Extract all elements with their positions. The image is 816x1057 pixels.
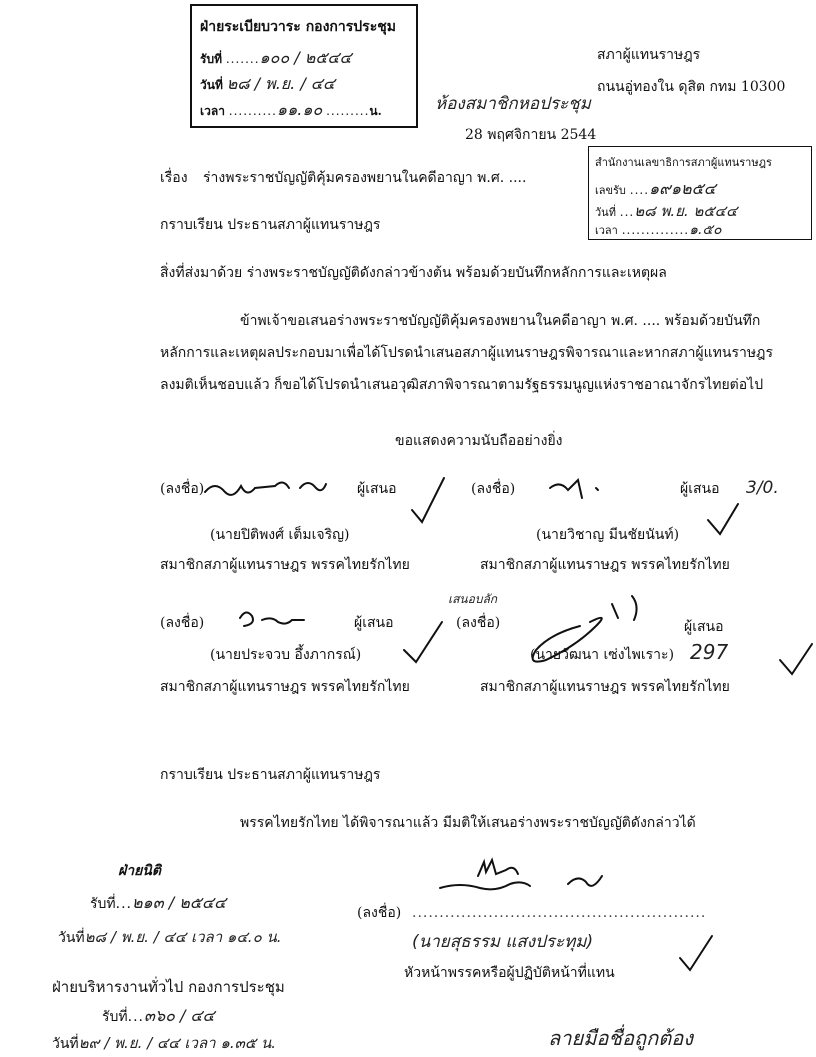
bottom-handnote: ลายมือชื่อถูกต้อง bbox=[548, 1026, 693, 1050]
signer-4-sign-label: (ลงชื่อ) bbox=[456, 615, 501, 631]
signer-3-sign-label: (ลงชื่อ) bbox=[160, 615, 205, 631]
tick-mark-5 bbox=[680, 936, 712, 970]
signer-4-role: ผู้เสนอ bbox=[684, 619, 724, 635]
salutation-2: กราบเรียน ประธานสภาผู้แทนราษฎร bbox=[160, 767, 381, 783]
letter-date: 28 พฤศจิกายน 2544 bbox=[465, 127, 597, 143]
signer-3-member: สมาชิกสภาผู้แทนราษฎร พรรคไทยรักไทย bbox=[160, 679, 410, 695]
signer-2-sign-label: (ลงชื่อ) bbox=[471, 481, 516, 497]
closing: ขอแสดงความนับถืออย่างยิ่ง bbox=[395, 433, 563, 449]
signer-2-role: ผู้เสนอ bbox=[680, 481, 720, 497]
signer-2-member: สมาชิกสภาผู้แทนราษฎร พรรคไทยรักไทย bbox=[480, 557, 730, 573]
tick-mark-3 bbox=[404, 622, 442, 662]
signer-4-handnote: เสนอบลัก bbox=[448, 592, 498, 606]
signature-3 bbox=[240, 612, 304, 626]
tick-mark-1 bbox=[412, 478, 444, 522]
leader-title: หัวหน้าพรรคหรือผู้ปฏิบัติหน้าที่แทน bbox=[404, 965, 615, 981]
signature-2 bbox=[550, 480, 598, 498]
stamp-right-title: สำนักงานเลขาธิการสภาผู้แทนราษฎร bbox=[595, 156, 772, 169]
handwritten-place: ห้องสมาชิกหอประชุม bbox=[435, 94, 591, 114]
party-resolution: พรรคไทยรักไทย ได้พิจารณาแล้ว มีมติให้เสนอร่างพระราชบัญญัติดังกล่าวได้ bbox=[240, 815, 696, 831]
signer-3-name: (นายประจวบ อึ้งภากรณ์) bbox=[210, 647, 362, 663]
signer-1-sign-label: (ลงชื่อ) bbox=[160, 481, 205, 497]
legal-stamp-row-1: รับที่...๒๑๓ / ๒๕๔๔ bbox=[90, 893, 227, 912]
signature-1 bbox=[205, 482, 326, 494]
salutation: กราบเรียน ประธานสภาผู้แทนราษฎร bbox=[160, 217, 381, 233]
signer-2-note: 3/0. bbox=[746, 478, 779, 498]
signer-1-name: (นายปิติพงศ์ เต็มเจริญ) bbox=[210, 527, 350, 543]
signer-4-member: สมาชิกสภาผู้แทนราษฎร พรรคไทยรักไทย bbox=[480, 679, 730, 695]
stamp-top-row-2: วันที่ ๒๘ / พ.ย. / ๔๔ bbox=[200, 74, 336, 93]
admin-stamp-row-2: วันที่๒๙ / พ.ย. / ๔๔ เวลา ๑.๓๕ น. bbox=[52, 1034, 277, 1052]
body-line-3: ลงมติเห็นชอบแล้ว ก็ขอได้โปรดนำเสนอวุฒิสภาพิจารณาตามรัฐธรรมนูญแห่งราชอาณาจักรไทยต่อไป bbox=[160, 377, 764, 393]
signer-3-role: ผู้เสนอ bbox=[354, 615, 394, 631]
signer-1-member: สมาชิกสภาผู้แทนราษฎร พรรคไทยรักไทย bbox=[160, 557, 410, 573]
legal-stamp-row-2: วันที่๒๘ / พ.ย. / ๔๔ เวลา ๑๔.๐ น. bbox=[58, 928, 282, 946]
tick-mark-4 bbox=[780, 644, 812, 674]
sender-line-1: สภาผู้แทนราษฎร bbox=[597, 47, 701, 63]
stamp-right-row-2: วันที่ ...๒๘ พ.ย. ๒๕๔๔ bbox=[595, 202, 738, 220]
signer-4-name: (นายวัฒนา เซ่งไพเราะ) bbox=[530, 647, 675, 663]
signature-leader bbox=[440, 860, 602, 889]
signature-4 bbox=[533, 596, 637, 662]
admin-stamp-row-1: รับที่...๓๖๐ / ๔๔ bbox=[102, 1006, 215, 1025]
sender-line-2: ถนนอู่ทองใน ดุสิต กทม 10300 bbox=[597, 79, 786, 95]
body-line-2: หลักการและเหตุผลประกอบมาเพื่อได้โปรดนำเสนอสภาผู้แทนราษฎรพิจารณาและหากสภาผู้แทนราษฎร bbox=[160, 345, 773, 361]
leader-sign-dots: ...................................................... bbox=[412, 905, 707, 921]
stamp-right-row-1: เลขรับ ....๑๙๑๒๕๔ bbox=[595, 179, 716, 198]
stamp-top-row-1: รับที่ .......๑๐๐ / ๒๕๔๔ bbox=[200, 48, 352, 67]
signer-2-name: (นายวิชาญ มีนชัยนันท์) bbox=[536, 527, 680, 543]
stamp-right-row-3: เวลา ..............๑.๕๐ bbox=[595, 222, 722, 238]
body-line-1: ข้าพเจ้าขอเสนอร่างพระราชบัญญัติคุ้มครองพยานในคดีอาญา พ.ศ. .... พร้อมด้วยบันทึก bbox=[240, 313, 761, 329]
subject-text: ร่างพระราชบัญญัติคุ้มครองพยานในคดีอาญา พ.ศ. .... bbox=[203, 170, 527, 186]
signer-4-note: 297 bbox=[690, 640, 729, 664]
signer-1-role: ผู้เสนอ bbox=[357, 481, 397, 497]
leader-hand-name: (นายสุธรรม แสงประทุม) bbox=[412, 932, 594, 952]
tick-mark-2 bbox=[708, 504, 738, 534]
leader-sign-label: (ลงชื่อ) bbox=[357, 905, 402, 921]
subject-label: เรื่อง bbox=[160, 170, 188, 186]
enclosure: สิ่งที่ส่งมาด้วย ร่างพระราชบัญญัติดังกล่าวข้างต้น พร้อมด้วยบันทึกหลักการและเหตุผล bbox=[160, 265, 667, 281]
stamp-top-title: ฝ่ายระเบียบวาระ กองการประชุม bbox=[200, 19, 396, 35]
admin-stamp-title: ฝ่ายบริหารงานทั่วไป กองการประชุม bbox=[52, 978, 285, 996]
legal-stamp-title: ฝ่ายนิติ bbox=[118, 863, 161, 879]
stamp-top-row-3: เวลา ..........๑๑.๑๐ .........น. bbox=[200, 100, 382, 119]
